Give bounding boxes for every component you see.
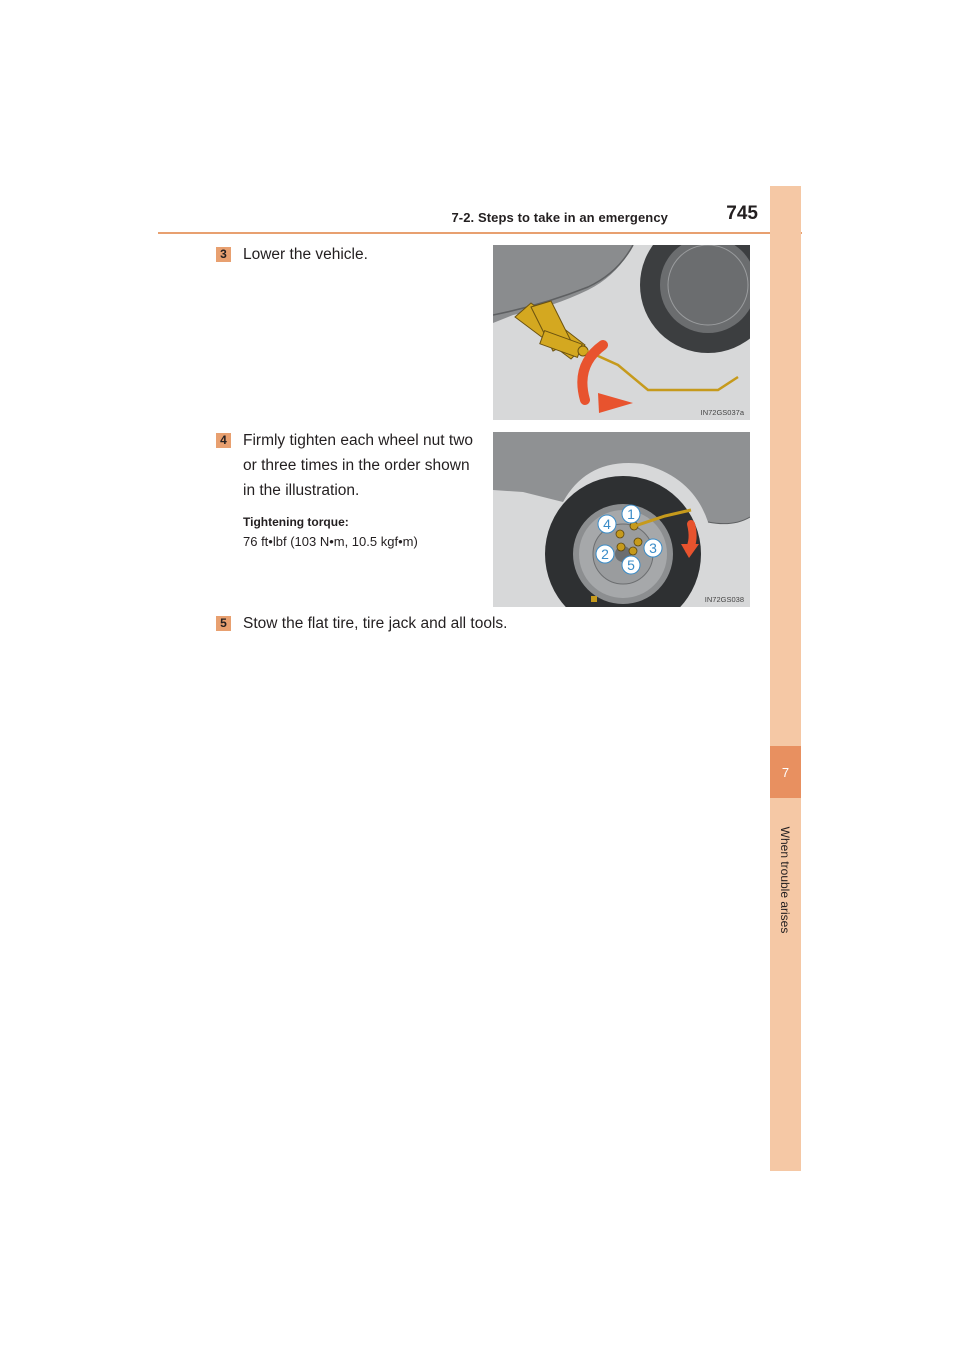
nut-label-1: 1	[627, 506, 635, 522]
illustration-code: IN72GS037a	[700, 408, 744, 417]
side-tab	[770, 186, 801, 1171]
illustration-code: IN72GS038	[704, 595, 744, 604]
wheel-nut-order-drawing	[493, 432, 750, 607]
wheel-illustration	[493, 432, 750, 607]
step-text: Firmly tighten each wheel nut two or three times in the order shown in the illustration.	[243, 432, 474, 499]
nut-label-5: 5	[627, 557, 635, 573]
torque-value: 76 ft•lbf (103 N•m, 10.5 kgf•m)	[243, 534, 418, 549]
chapter-number-box	[770, 746, 801, 798]
jack-lowering-drawing	[493, 245, 750, 420]
step-number: 3	[216, 247, 231, 262]
step-number: 4	[216, 433, 231, 448]
chapter-label: When trouble arises	[778, 826, 792, 934]
step-text: Lower the vehicle.	[243, 246, 368, 263]
nut-label-4: 4	[603, 516, 611, 532]
step-number: 5	[216, 616, 231, 631]
torque-label: Tightening torque:	[243, 515, 349, 529]
nut-label-3: 3	[649, 540, 657, 556]
nut-label-2: 2	[601, 546, 609, 562]
scissor-jack	[515, 301, 588, 359]
section-title: 7-2. Steps to take in an emergency	[451, 210, 668, 225]
step-text: Stow the flat tire, tire jack and all tools.	[243, 615, 508, 632]
chapter-number: 7	[781, 764, 790, 780]
header-rule	[158, 232, 802, 234]
jack-illustration	[493, 245, 750, 420]
page-number: 745	[726, 203, 758, 224]
